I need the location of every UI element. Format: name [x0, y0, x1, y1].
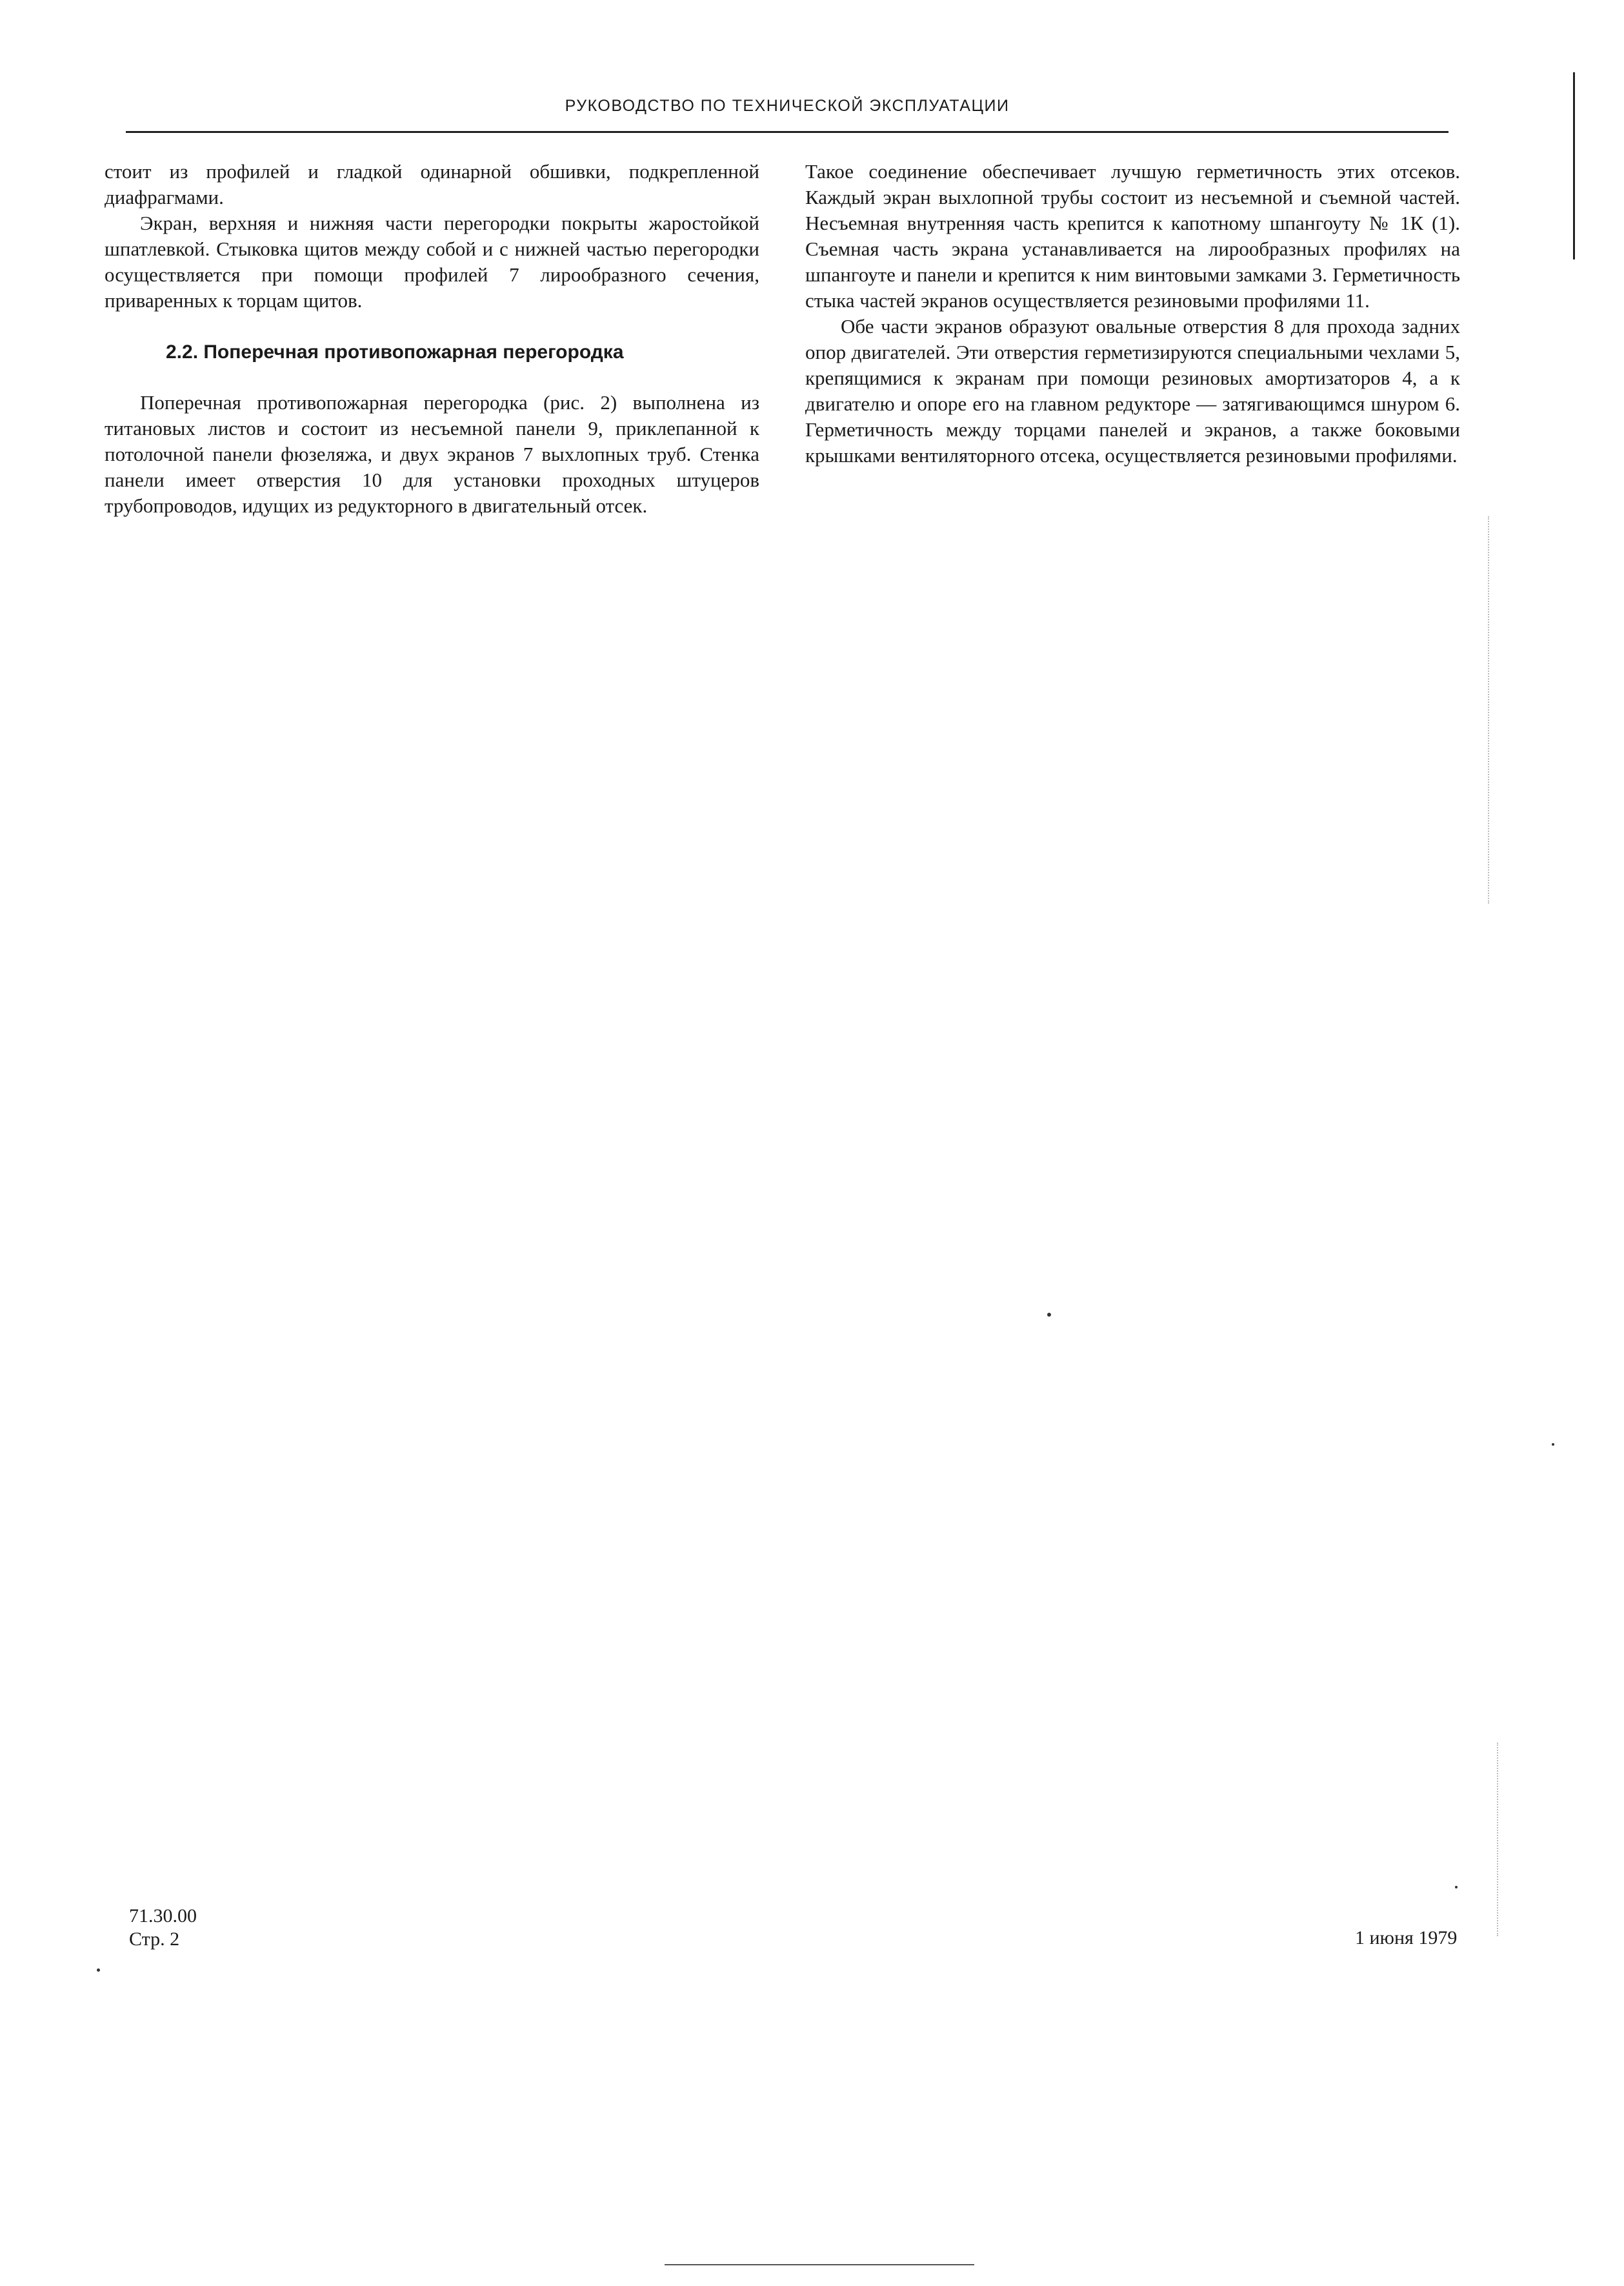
scan-dotted-edge [1497, 1743, 1498, 1936]
scan-speck [1047, 1313, 1051, 1317]
scan-speck [97, 1968, 100, 1972]
scan-speck [1455, 1886, 1458, 1888]
left-column [105, 159, 759, 519]
header-rule [126, 131, 1449, 133]
document-code: 71.30.00 [129, 1905, 197, 1927]
scan-dotted-edge [1488, 516, 1489, 904]
right-column [805, 159, 1460, 469]
left-paragraph-3: Поперечная противопожарная перегородка (рис. 2) выполнена из титановых листов и состоит из несъемной панели 9, приклепанной к потолочной панели фюзеляжа, и двух экранов 7 выхлопных труб. Стенка панели имеет отверстия 10 для установки проходных штуцеров трубопроводов, идущих из редукторного в двигательный отсек. [105, 391, 759, 517]
page-number: Стр. 2 [129, 1928, 180, 1950]
footer-code-block [129, 1905, 197, 1951]
left-paragraph-1: стоит из профилей и гладкой одинарной обшивки, подкрепленной диафрагмами. [105, 160, 759, 208]
right-paragraph-1: Такое соединение обеспечивает лучшую герметичность этих отсеков. Каждый экран выхлопной трубы состоит из несъемной и съемной частей. Несъемная внутренняя часть крепится к капотному шпангоуту № 1К (1). Съемная часть экрана устанавливается на лирообразных профилях на шпангоуте и панели и крепится к ним винтовыми замками 3. Герметичность стыка частей экранов осуществляется резиновыми профилями 11. [805, 160, 1460, 312]
section-title: 2.2. Поперечная противопожарная перегородка [166, 341, 624, 363]
scan-speck [1552, 1443, 1554, 1446]
scan-bottom-line [665, 2264, 974, 2265]
scan-edge-line [1573, 72, 1575, 259]
left-paragraph-2: Экран, верхняя и нижняя части перегородки покрыты жаростойкой шпатлевкой. Стыковка щитов между собой и с нижней частью перегородки осуществляется при помощи профилей 7 лирообразного сечения, приваренных к торцам щитов. [105, 212, 759, 312]
running-header: РУКОВОДСТВО ПО ТЕХНИЧЕСКОЙ ЭКСПЛУАТАЦИИ [565, 97, 1010, 115]
footer-date: 1 июня 1979 [1355, 1927, 1458, 1948]
right-paragraph-2: Обе части экранов образуют овальные отверстия 8 для прохода задних опор двигателей. Эти отверстия герметизируются специальными чехлами 5, крепящимися к экранам при помощи резиновых амортизаторов 4, а к двигателю и опоре его на главном редукторе — затягивающимся шнуром 6. Герметичность между торцами панелей и экранов, а также боковыми крышками вентиляторного отсека, осуществляется резиновыми профилями. [805, 315, 1460, 467]
